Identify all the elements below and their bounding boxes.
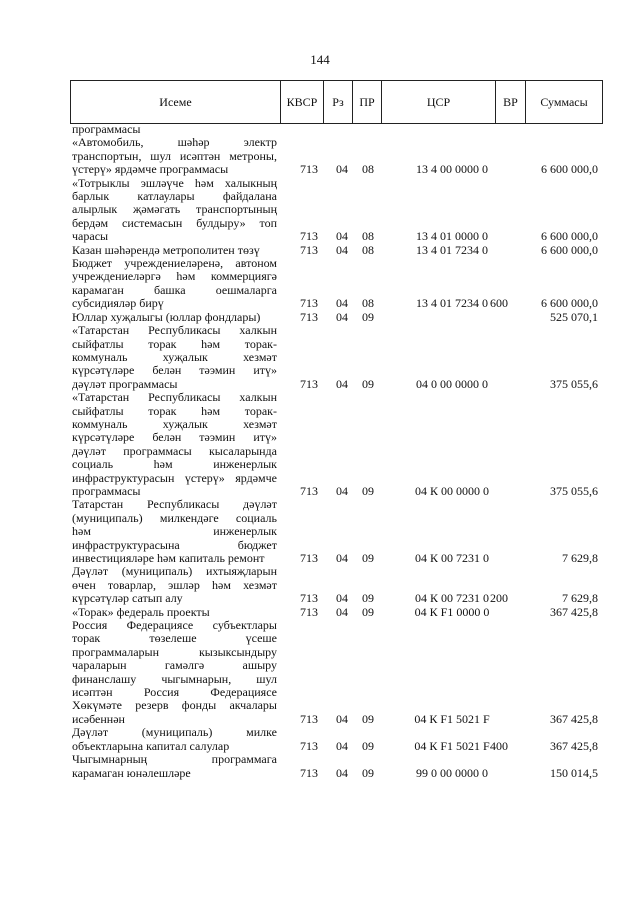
row-name-line: транспортын, шул исәптән метроны,: [72, 148, 277, 163]
row-name-line: инфраструктурасына бюджет: [72, 537, 277, 552]
row-kvsr: 713: [300, 229, 318, 244]
row-name-line: учреждениеләргә һәм коммерциягә: [72, 269, 277, 284]
table-row: [72, 606, 602, 619]
col-header-kvsr: КВСР: [281, 81, 324, 124]
row-name-line: Бюджет учреждениеләренә, автоном: [72, 256, 277, 271]
col-header-vr: ВР: [496, 81, 526, 124]
row-sum: 525 070,1: [550, 309, 598, 324]
row-pr: 08: [362, 229, 374, 244]
row-name-line: Татарстан Республикасы дәүләт: [72, 497, 277, 512]
row-pr: 09: [362, 376, 374, 391]
row-rz: 04: [336, 296, 348, 311]
row-pr: 08: [362, 242, 374, 257]
row-sum: 375 055,6: [550, 483, 598, 498]
row-csr: 04 К F1 0000 0: [414, 604, 490, 619]
row-csr: 04 К F1 5021 F: [414, 711, 490, 726]
row-kvsr: 713: [300, 591, 318, 606]
row-sum: 367 425,8: [550, 738, 598, 753]
row-name-line: программасы: [72, 122, 141, 136]
row-name-line: коммуналь хуҗалык хезмәт: [72, 349, 277, 364]
row-csr: 13 4 01 7234 0: [416, 242, 488, 257]
table-row: [72, 726, 602, 753]
row-kvsr: 713: [300, 711, 318, 726]
row-name: [72, 726, 277, 753]
row-name: [72, 753, 277, 780]
row-sum: 6 600 000,0: [541, 296, 598, 311]
row-kvsr: 713: [300, 765, 318, 780]
row-name-line: программасы: [72, 483, 141, 498]
row-name-line: дәүләт программасы: [72, 376, 178, 391]
row-rz: 04: [336, 591, 348, 606]
row-kvsr: 713: [300, 309, 318, 324]
row-pr: 09: [362, 604, 374, 619]
row-name-line: финанслашу чыгымнарын, шул: [72, 671, 277, 686]
row-rz: 04: [336, 242, 348, 257]
row-name-line: һәм инженерлык: [72, 524, 277, 539]
row-pr: 09: [362, 765, 374, 780]
row-name-line: «Автомобиль, шәһәр электр: [72, 135, 277, 150]
col-header-rz: Рз: [324, 81, 353, 124]
row-name-line: күрсәтүләр сатып алу: [72, 591, 183, 606]
row-name-line: Дәүләт (муниципаль) ихтыяҗларын: [72, 564, 277, 579]
row-name-line: күрсәтүләре белән тәэмин итү»: [72, 430, 277, 445]
row-name-line: үстерү» ярдәмче программасы: [72, 162, 229, 177]
row-csr: 13 4 01 7234 0: [416, 296, 488, 311]
row-kvsr: 713: [300, 738, 318, 753]
row-csr: 99 0 00 0000 0: [416, 765, 488, 780]
row-rz: 04: [336, 483, 348, 498]
row-name-line: өчен товарлар, эшләр һәм хезмәт: [72, 577, 277, 592]
row-pr: 09: [362, 309, 374, 324]
row-name-line: алырлык җәмәгать транспортының: [72, 202, 277, 217]
row-name: [72, 565, 277, 605]
row-kvsr: 713: [300, 242, 318, 257]
col-header-pr: ПР: [353, 81, 382, 124]
row-name-line: Россия Федерациясе субъектлары: [72, 618, 277, 633]
budget-table-header: [70, 80, 603, 124]
table-row: [72, 123, 602, 136]
row-name-line: инвестицияләре һәм капиталь ремонт: [72, 551, 265, 565]
row-sum: 150 014,5: [550, 765, 598, 780]
row-name-line: дәүләт программасы кысаларында: [72, 443, 277, 458]
row-kvsr: 713: [300, 604, 318, 619]
table-row: [72, 565, 602, 605]
col-header-sum: Суммасы: [526, 81, 603, 124]
row-name-line: объектларына капитал салулар: [72, 738, 230, 753]
row-name-line: инфраструктурасын үстерү» ярдәмче: [72, 470, 277, 485]
table-row: [72, 619, 602, 726]
row-pr: 09: [362, 738, 374, 753]
row-pr: 09: [362, 711, 374, 726]
row-rz: 04: [336, 309, 348, 324]
row-rz: 04: [336, 765, 348, 780]
row-sum: 6 600 000,0: [541, 229, 598, 244]
row-pr: 09: [362, 551, 374, 565]
table-row: [72, 257, 602, 311]
row-pr: 09: [362, 483, 374, 498]
row-name-line: Юллар хуҗалыгы (юллар фондлары): [72, 309, 261, 324]
row-name-line: «Торак» федераль проекты: [72, 604, 210, 619]
row-name: [72, 257, 277, 311]
row-kvsr: 713: [300, 483, 318, 498]
table-row: [72, 498, 602, 565]
row-rz: 04: [336, 738, 348, 753]
col-header-csr: ЦСР: [382, 81, 496, 124]
row-pr: 09: [362, 591, 374, 606]
row-name-line: күрсәтүләре белән тәэмин итү»: [72, 363, 277, 378]
row-name-line: исәбеннән: [72, 711, 125, 726]
row-vr: 400: [490, 738, 508, 753]
row-name: [72, 498, 277, 565]
row-name-line: «Татарстан Республикасы халкын: [72, 323, 277, 338]
row-csr: 04 К 00 7231 0: [414, 551, 489, 565]
row-name-line: Хөкүмәте резерв фонды акчалары: [72, 698, 277, 713]
row-rz: 04: [336, 604, 348, 619]
row-name-line: программаларын кызыксындыру: [72, 644, 277, 659]
col-header-name: Исеме: [71, 81, 281, 124]
table-row: [72, 311, 602, 324]
row-rz: 04: [336, 711, 348, 726]
row-name-line: (муниципаль) милкендәге социаль: [72, 510, 277, 525]
row-name-line: «Тотрыклы эшләүче һәм халыкның: [72, 175, 277, 190]
row-csr: 04 К 00 0000 0: [414, 483, 489, 498]
row-sum: 7 629,8: [562, 591, 598, 606]
row-name-line: барлык катлаулары файдалана: [72, 189, 277, 204]
table-row: [72, 324, 602, 391]
row-csr: 13 4 00 0000 0: [416, 162, 488, 177]
budget-table-body: [72, 123, 602, 780]
row-vr: 600: [490, 296, 508, 311]
row-name-line: коммуналь хуҗалык хезмәт: [72, 416, 277, 431]
row-sum: 6 600 000,0: [541, 162, 598, 177]
row-name-line: Чыгымнарның программага: [72, 752, 277, 767]
row-csr: 13 4 01 0000 0: [416, 229, 488, 244]
row-rz: 04: [336, 551, 348, 565]
row-rz: 04: [336, 229, 348, 244]
table-row: [72, 244, 602, 257]
table-row: [72, 753, 602, 780]
row-csr: 04 0 00 0000 0: [416, 376, 488, 391]
row-name: [72, 136, 277, 176]
row-name-line: торак төзелеше үсеше: [72, 631, 277, 646]
table-row: [72, 391, 602, 498]
row-name-line: Дәүләт (муниципаль) милке: [72, 725, 277, 740]
row-vr: 200: [490, 591, 508, 606]
row-name-line: социаль һәм инженерлык: [72, 457, 277, 472]
row-pr: 08: [362, 296, 374, 311]
page-number: 144: [310, 52, 330, 67]
row-csr: 04 К F1 5021 F: [414, 738, 490, 753]
row-name: [72, 311, 277, 324]
row-name-line: чараларын гамәлгә ашыру: [72, 658, 277, 673]
row-sum: 7 629,8: [562, 551, 598, 565]
row-name-line: чарасы: [72, 229, 109, 244]
row-kvsr: 713: [300, 296, 318, 311]
row-name-line: Казан шәһәрендә метрополитен төзү: [72, 242, 260, 257]
row-kvsr: 713: [300, 551, 318, 565]
row-sum: 375 055,6: [550, 376, 598, 391]
row-rz: 04: [336, 376, 348, 391]
row-name-line: субсидияләр бирү: [72, 296, 164, 311]
row-rz: 04: [336, 162, 348, 177]
row-name: [72, 606, 277, 619]
row-kvsr: 713: [300, 162, 318, 177]
row-name-line: исәптән Россия Федерациясе: [72, 685, 277, 700]
row-name-line: сыйфатлы торак һәм торак-: [72, 403, 277, 418]
row-name: [72, 244, 277, 257]
row-name-line: бердәм системасын булдыру» топ: [72, 215, 277, 230]
row-name-line: «Татарстан Республикасы халкын: [72, 390, 277, 405]
row-name-line: карамаган башка оешмаларга: [72, 282, 277, 297]
row-sum: 6 600 000,0: [541, 242, 598, 257]
row-csr: 04 К 00 7231 0: [414, 591, 489, 606]
row-name: [72, 177, 277, 244]
row-name: [72, 123, 277, 136]
row-name: [72, 619, 277, 726]
row-pr: 08: [362, 162, 374, 177]
row-sum: 367 425,8: [550, 711, 598, 726]
row-sum: 367 425,8: [550, 604, 598, 619]
row-name-line: карамаган юнәлешләре: [72, 765, 191, 780]
row-name-line: сыйфатлы торак һәм торак-: [72, 336, 277, 351]
row-kvsr: 713: [300, 376, 318, 391]
table-row: [72, 177, 602, 244]
table-row: [72, 136, 602, 176]
row-name: [72, 324, 277, 391]
row-name: [72, 391, 277, 498]
